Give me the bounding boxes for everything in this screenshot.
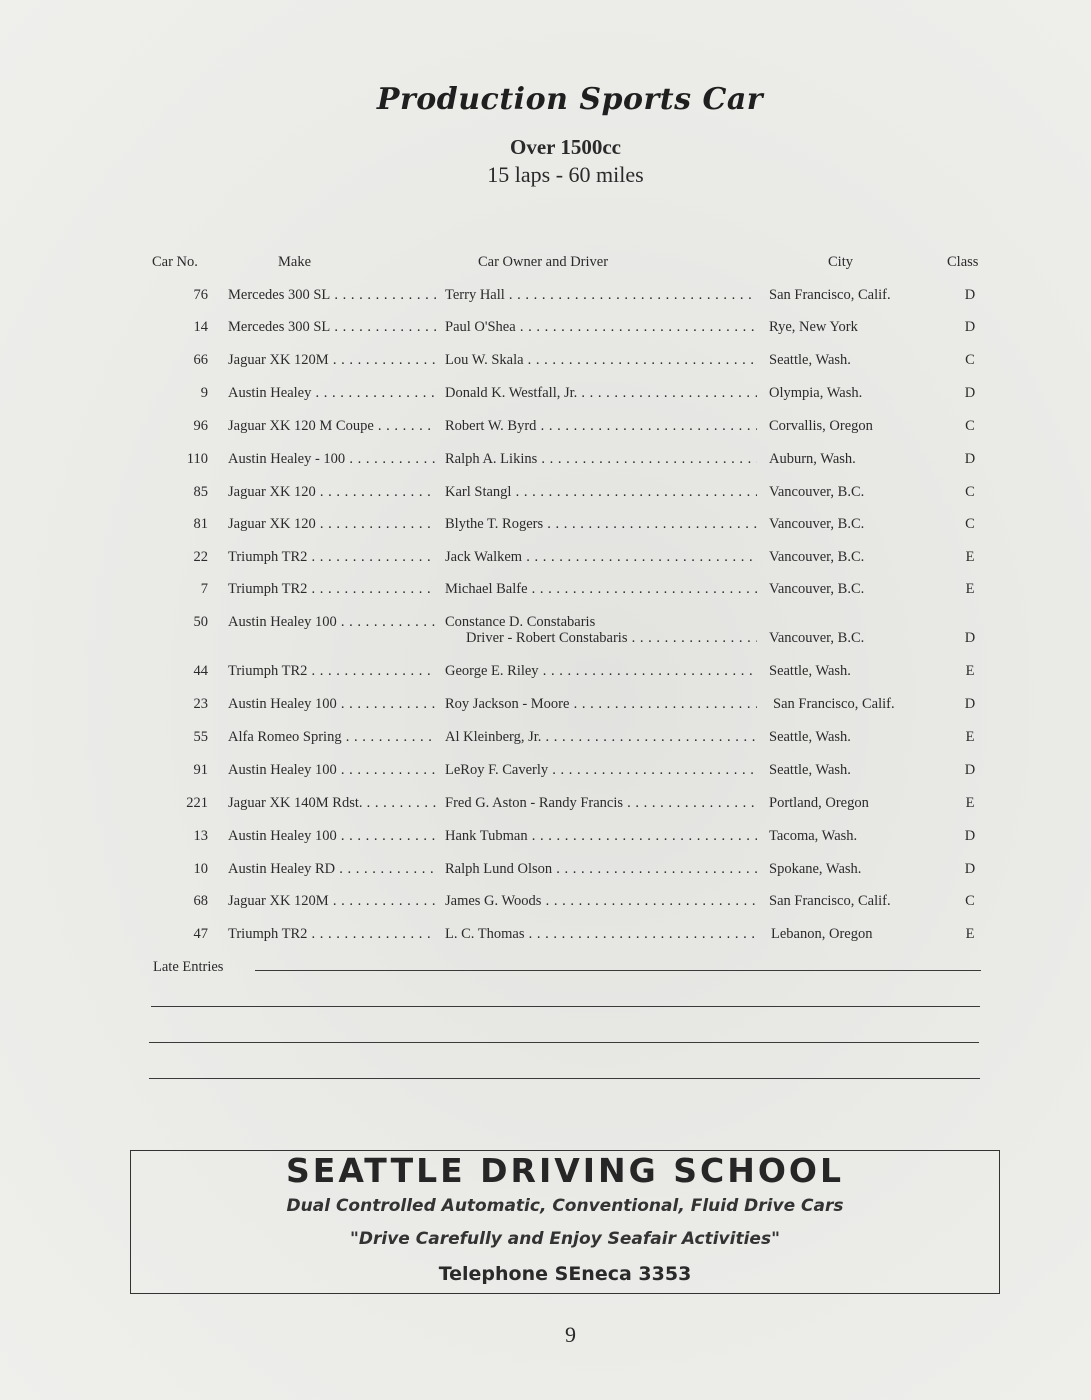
car-number: 96 [193, 418, 208, 434]
car-owner-text: Donald K. Westfall, Jr. [445, 385, 578, 401]
car-number: 14 [193, 319, 208, 335]
car-owner-text: Terry Hall [445, 287, 505, 303]
car-make-text: Alfa Romeo Spring [228, 729, 342, 745]
car-owner-text: Robert W. Byrd [445, 418, 537, 434]
car-make-text: Jaguar XK 120M [228, 352, 329, 368]
car-class: C [965, 352, 975, 368]
car-number: 47 [193, 926, 208, 942]
car-owner [445, 795, 757, 812]
car-class: E [965, 663, 975, 679]
car-owner-text: George E. Riley [445, 663, 539, 679]
table-row [0, 663, 1091, 683]
car-owner [445, 581, 757, 598]
car-driver [466, 630, 757, 647]
car-city: Seattle, Wash. [769, 762, 851, 778]
car-owner-text: Fred G. Aston - Randy Francis [445, 795, 624, 811]
car-owner-text: Lou W. Skala [445, 352, 524, 368]
car-make-text: Austin Healey - 100 [228, 451, 346, 467]
car-class: D [964, 762, 976, 778]
car-make [228, 581, 436, 598]
car-owner-text: Michael Balfe [445, 581, 528, 597]
car-make [228, 418, 436, 435]
car-make-text: Austin Healey 100 [228, 614, 337, 630]
car-city: Seattle, Wash. [769, 729, 851, 745]
car-make [228, 385, 436, 402]
table-row [0, 549, 1091, 569]
car-make-text: Triumph TR2 [228, 549, 308, 565]
car-owner-text: Al Kleinberg, Jr. [445, 729, 542, 745]
car-number: 7 [200, 581, 208, 597]
car-number: 10 [193, 861, 208, 877]
car-make-text: Triumph TR2 [228, 663, 308, 679]
car-owner [445, 451, 757, 468]
car-number: 9 [200, 385, 208, 401]
car-class: C [965, 484, 975, 500]
car-driver-text: Driver - Robert Constabaris [466, 630, 628, 646]
car-owner-text: Ralph Lund Olson [445, 861, 553, 877]
table-row [0, 581, 1091, 601]
table-row [0, 614, 1091, 654]
car-owner [445, 549, 757, 566]
engine-class-subtitle: Over 1500cc [510, 135, 621, 159]
car-city: Olympia, Wash. [769, 385, 863, 401]
car-owner-text: James G. Woods [445, 893, 542, 909]
late-entry-line [151, 1006, 980, 1007]
car-make-text: Austin Healey 100 [228, 762, 337, 778]
table-row [0, 729, 1091, 749]
car-owner [445, 861, 757, 878]
ad-slogan: "Drive Carefully and Enjoy Seafair Activities" [350, 1229, 780, 1249]
car-owner [445, 893, 757, 910]
car-owner-text: Roy Jackson - Moore [445, 696, 570, 712]
car-make [228, 696, 436, 713]
car-owner [445, 762, 757, 779]
car-make [228, 484, 436, 501]
car-owner [445, 926, 757, 943]
car-make [228, 451, 436, 468]
col-header-owner: Car Owner and Driver [478, 254, 609, 270]
car-make-text: Jaguar XK 120 [228, 484, 316, 500]
car-make-text: Austin Healey RD [228, 861, 336, 877]
car-owner-text: Hank Tubman [445, 828, 528, 844]
car-owner: Constance D. Constabaris [445, 614, 596, 630]
car-number: 76 [193, 287, 208, 303]
car-city: Seattle, Wash. [769, 352, 851, 368]
car-city: Portland, Oregon [769, 795, 869, 811]
car-make [228, 893, 436, 910]
car-owner [445, 484, 757, 501]
col-header-make: Make [278, 254, 312, 270]
late-entry-line [149, 1042, 979, 1043]
car-city: Vancouver, B.C. [769, 484, 865, 500]
car-class: C [965, 516, 975, 532]
car-number: 44 [193, 663, 208, 679]
car-make-text: Austin Healey 100 [228, 696, 337, 712]
car-make-text: Jaguar XK 120M [228, 893, 329, 909]
car-number: 55 [193, 729, 208, 745]
table-row [0, 795, 1091, 815]
car-class: E [965, 549, 975, 565]
car-make-text: Jaguar XK 120 [228, 516, 316, 532]
car-owner-text: Ralph A. Likins [445, 451, 538, 467]
car-class: D [964, 861, 976, 877]
table-row [0, 418, 1091, 438]
car-owner [445, 319, 757, 336]
late-entry-line [149, 1078, 980, 1079]
car-city: San Francisco, Calif. [773, 696, 895, 712]
car-class: C [965, 893, 975, 909]
car-city: Spokane, Wash. [769, 861, 862, 877]
car-make-text: Triumph TR2 [228, 926, 308, 942]
car-make-text: Mercedes 300 SL [228, 319, 331, 335]
car-make [228, 352, 436, 369]
car-make [228, 614, 436, 631]
table-row [0, 926, 1091, 946]
car-city: Tacoma, Wash. [769, 828, 858, 844]
car-make [228, 861, 436, 878]
car-city: San Francisco, Calif. [769, 287, 891, 303]
car-city: Vancouver, B.C. [769, 549, 865, 565]
car-class: D [964, 385, 976, 401]
car-class: E [965, 581, 975, 597]
car-owner [445, 828, 757, 845]
ad-title: SEATTLE DRIVING SCHOOL [286, 1151, 844, 1190]
car-make [228, 926, 436, 943]
car-owner [445, 418, 757, 435]
late-entry-line [255, 970, 981, 971]
car-owner [445, 287, 757, 304]
table-row [0, 762, 1091, 782]
car-owner-text: Jack Walkem [445, 549, 523, 565]
car-owner [445, 352, 757, 369]
table-row [0, 893, 1091, 913]
car-owner [445, 696, 757, 713]
car-owner-text: Paul O'Shea [445, 319, 516, 335]
car-class: E [965, 729, 975, 745]
car-class: D [964, 287, 976, 303]
car-make-text: Mercedes 300 SL [228, 287, 331, 303]
car-number: 22 [193, 549, 208, 565]
car-owner [445, 385, 757, 402]
car-make [228, 762, 436, 779]
ad-phone: Telephone SEneca 3353 [438, 1263, 692, 1285]
race-distance: 15 laps - 60 miles [487, 162, 644, 187]
car-owner [445, 729, 757, 746]
car-city: Seattle, Wash. [769, 663, 851, 679]
table-row [0, 319, 1091, 339]
page-number: 9 [565, 1322, 576, 1347]
table-row [0, 385, 1091, 405]
table-row [0, 696, 1091, 716]
table-row [0, 516, 1091, 536]
page-title: Production Sports Car [376, 82, 764, 117]
car-city: Auburn, Wash. [769, 451, 856, 467]
table-row [0, 287, 1091, 307]
car-owner-text: LeRoy F. Caverly [445, 762, 549, 778]
col-header-car-no: Car No. [152, 254, 198, 270]
car-make-text: Triumph TR2 [228, 581, 308, 597]
car-class: C [965, 418, 975, 434]
car-city: San Francisco, Calif. [769, 893, 891, 909]
car-number: 110 [186, 451, 208, 467]
car-owner-text: Blythe T. Rogers [445, 516, 544, 532]
car-make-text: Austin Healey [228, 385, 312, 401]
car-city: Vancouver, B.C. [769, 630, 865, 646]
car-make-text: Austin Healey 100 [228, 828, 337, 844]
car-class: D [964, 828, 976, 844]
car-city: Corvallis, Oregon [769, 418, 873, 434]
car-class: E [965, 926, 975, 942]
col-header-city: City [828, 254, 853, 270]
car-number: 91 [193, 762, 208, 778]
car-city: Vancouver, B.C. [769, 516, 865, 532]
table-row [0, 451, 1091, 471]
late-entries-label: Late Entries [153, 959, 224, 975]
car-number: 50 [193, 614, 208, 630]
car-number: 68 [193, 893, 208, 909]
car-owner [445, 663, 757, 680]
car-owner-text: Karl Stangl [445, 484, 512, 500]
car-city: Vancouver, B.C. [769, 581, 865, 597]
car-class: D [964, 696, 976, 712]
car-number: 221 [186, 795, 208, 811]
car-make [228, 287, 436, 304]
car-make [228, 663, 436, 680]
table-row [0, 352, 1091, 372]
car-owner [445, 516, 757, 533]
car-make [228, 516, 436, 533]
car-make [228, 828, 436, 845]
car-city: Rye, New York [769, 319, 858, 335]
car-make [228, 319, 436, 336]
car-number: 66 [193, 352, 208, 368]
table-row [0, 484, 1091, 504]
car-city: Lebanon, Oregon [771, 926, 873, 942]
car-make-text: Jaguar XK 120 M Coupe [228, 418, 374, 434]
car-class: E [965, 795, 975, 811]
car-make-text: Jaguar XK 140M Rdst. [228, 795, 363, 811]
car-make [228, 795, 436, 812]
car-make [228, 549, 436, 566]
car-number: 81 [193, 516, 208, 532]
car-class: D [964, 630, 976, 646]
car-number: 23 [193, 696, 208, 712]
table-row [0, 861, 1091, 881]
table-row [0, 828, 1091, 848]
table-header [0, 254, 1091, 274]
col-header-class: Class [947, 254, 979, 270]
car-class: D [964, 451, 976, 467]
car-number: 85 [193, 484, 208, 500]
ad-tagline: Dual Controlled Automatic, Conventional, Fluid Drive Cars [286, 1196, 844, 1216]
car-make [228, 729, 436, 746]
car-owner-text: L. C. Thomas [445, 926, 525, 942]
car-number: 13 [193, 828, 208, 844]
car-class: D [964, 319, 976, 335]
